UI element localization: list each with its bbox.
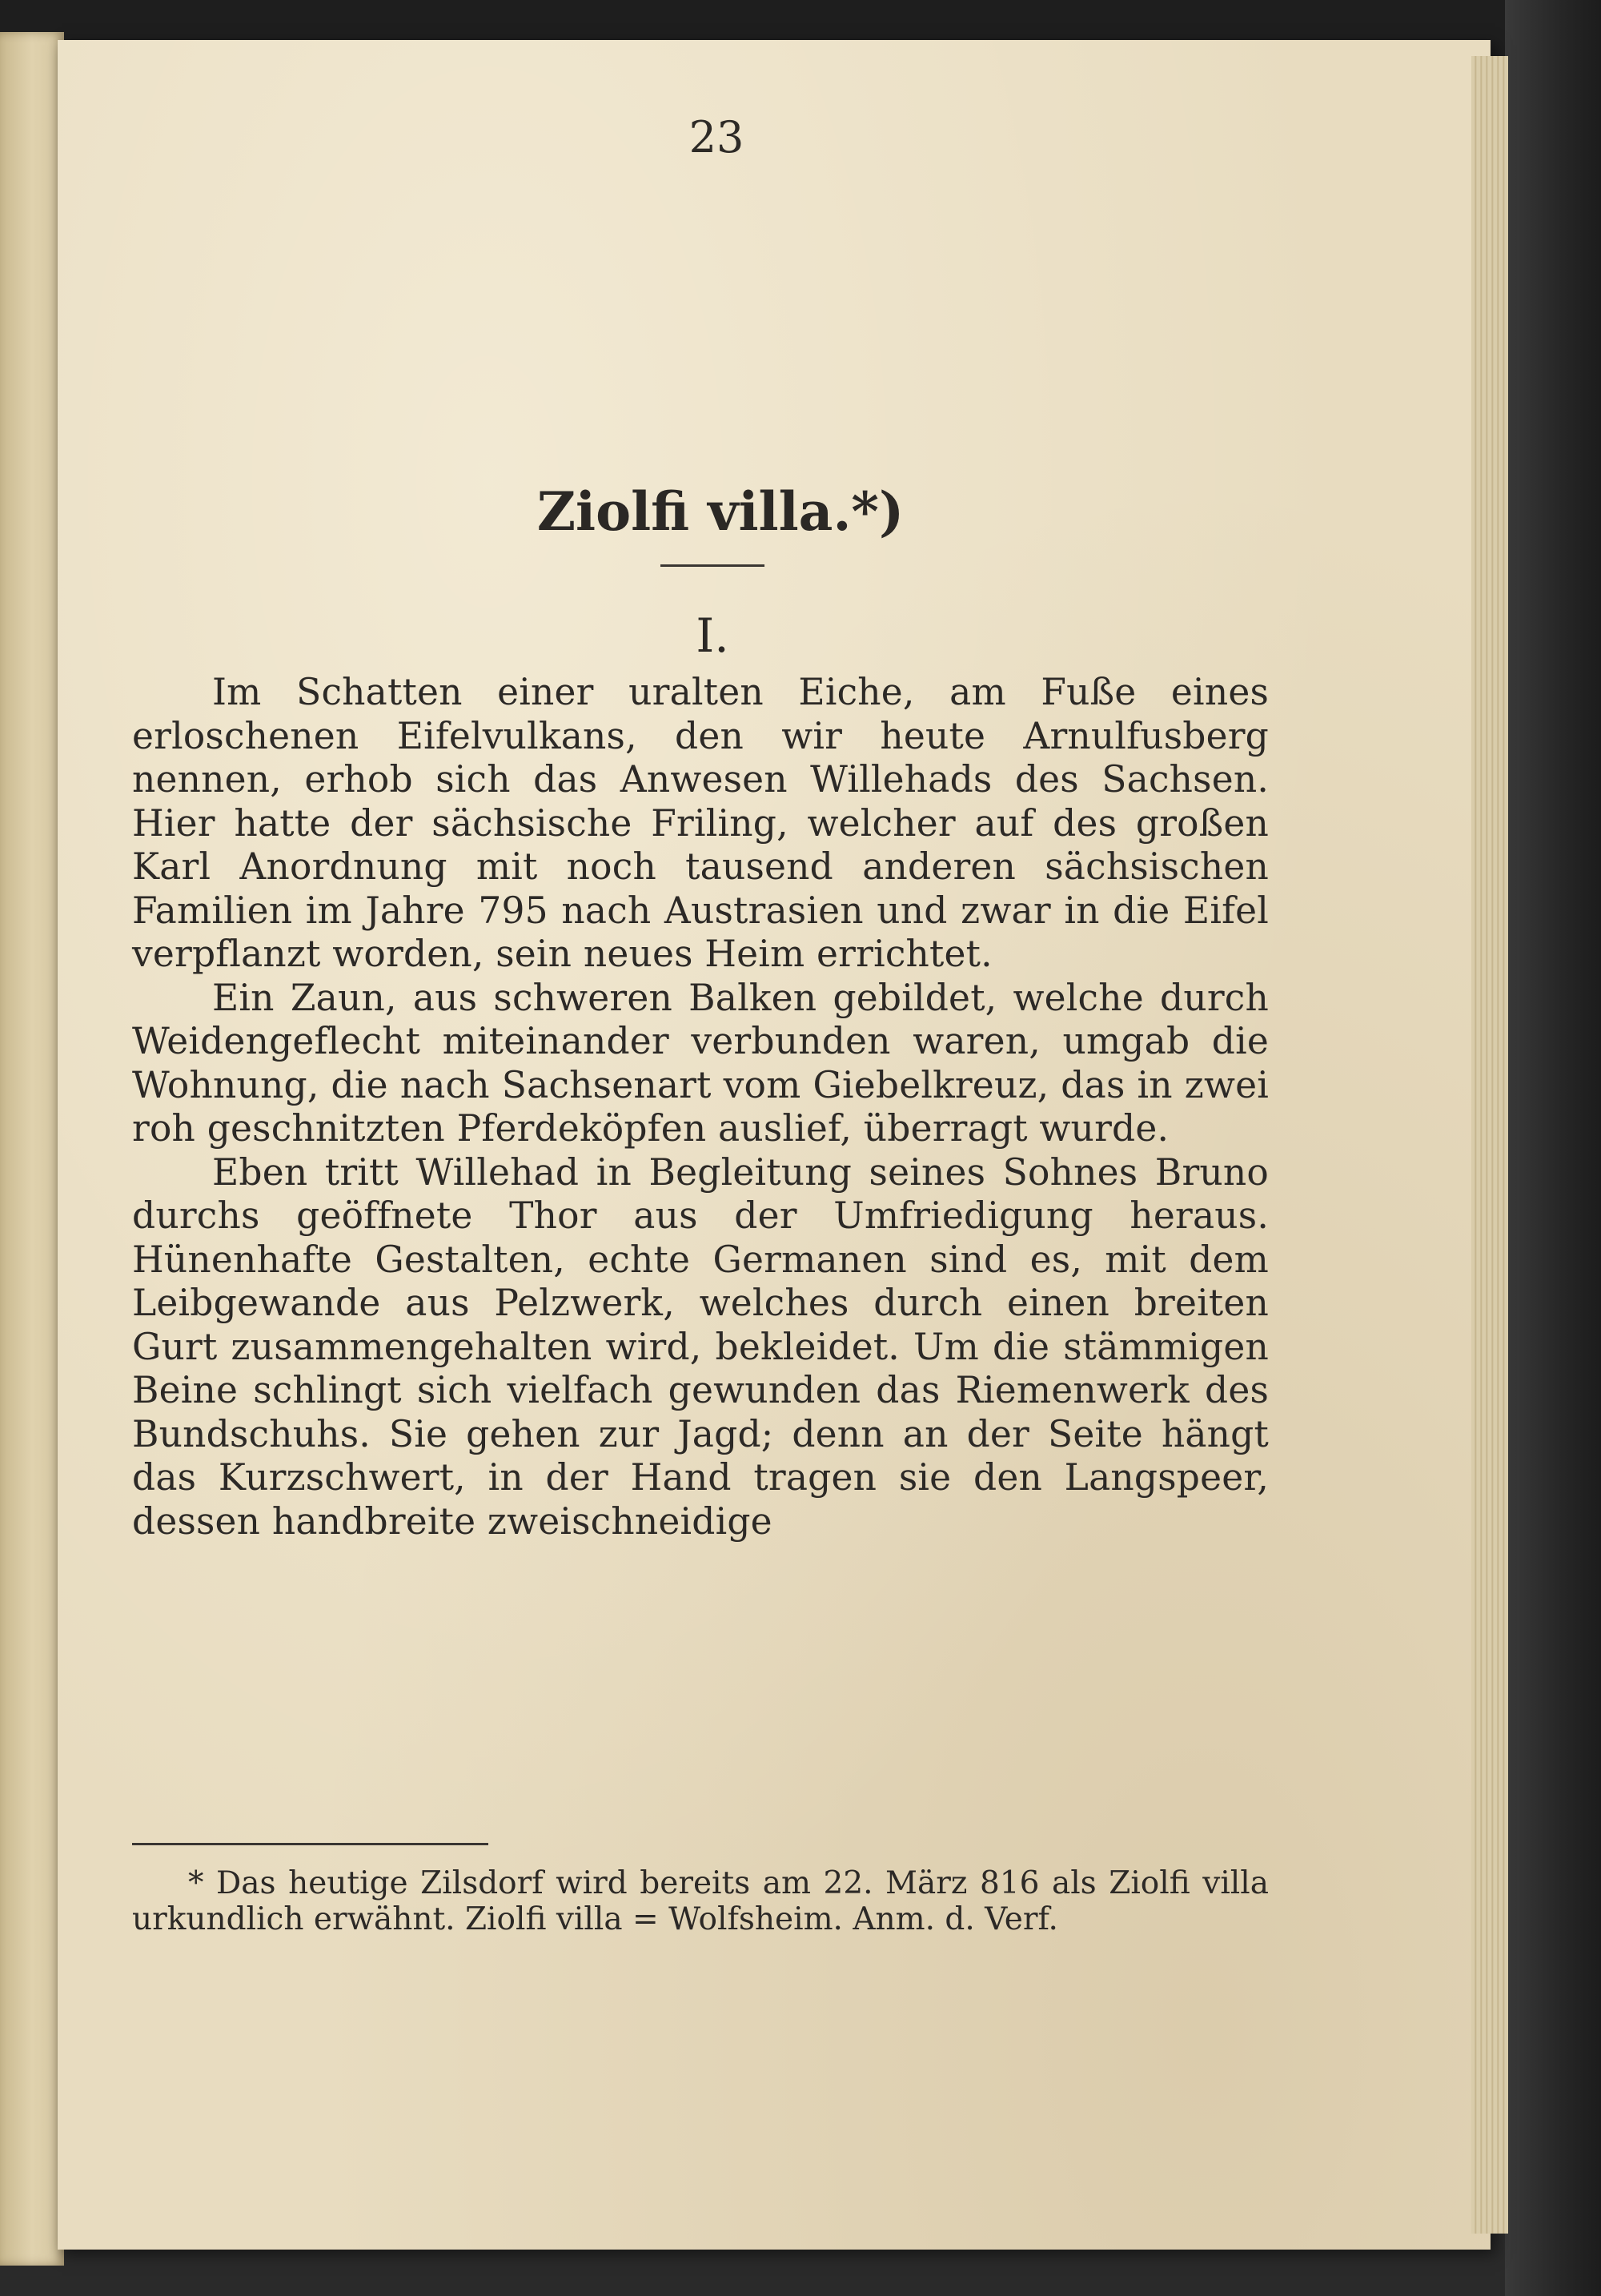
page-edge-stack: [1471, 56, 1508, 2234]
paragraph: Eben tritt Willehad in Begleitung seines Sohnes Bruno durchs geöffnete Thor aus der Umfriedigung heraus. Hünenhafte Gestalten, echte Germanen sind es, mit dem Leibgewande aus Pelzwerk, welches durch einen breiten Gurt zusammengehalten wird, bekleidet. Um die stämmigen Beine schlingt sich vielfach gewunden das Riemenwerk des Bundschuhs. Sie gehen zur Jagd; denn an der Seite hängt das Kurzschwert, in der Hand tragen sie den Langspeer, dessen handbreite zweischneidige: [132, 1150, 1269, 1543]
chapter-title: Ziolfi villa.*): [536, 480, 905, 543]
body-text: [132, 671, 1269, 1543]
section-number: I.: [696, 608, 729, 663]
backdrop-right: [1505, 0, 1601, 2296]
paragraph: Ein Zaun, aus schweren Balken gebildet, welche durch Weidengeflecht miteinander verbunden waren, umgab die Wohnung, die nach Sachsenart vom Giebelkreuz, das in zwei roh geschnitzten Pferdeköpfen auslief, überragt wurde.: [132, 976, 1269, 1150]
page-number: 23: [688, 112, 744, 163]
title-rule: [660, 564, 764, 567]
paragraph: Im Schatten einer uralten Eiche, am Fuße eines erloschenen Eifelvulkans, den wir heute Arnulfusberg nennen, erhob sich das Anwesen Willehads des Sachsen. Hier hatte der sächsische Friling, welcher auf des großen Karl Anordnung mit noch tausend anderen sächsischen Familien im Jahre 795 nach Austrasien und zwar in die Eifel verpflanzt worden, sein neues Heim errichtet.: [132, 671, 1269, 975]
left-page-edge: [0, 32, 64, 2266]
footnote-rule: [132, 1843, 488, 1845]
footnote: * Das heutige Zilsdorf wird bereits am 22. März 816 als Ziolfi villa urkundlich erwähnt. Ziolfi villa = Wolfsheim. Anm. d. Verf.: [132, 1865, 1269, 1937]
